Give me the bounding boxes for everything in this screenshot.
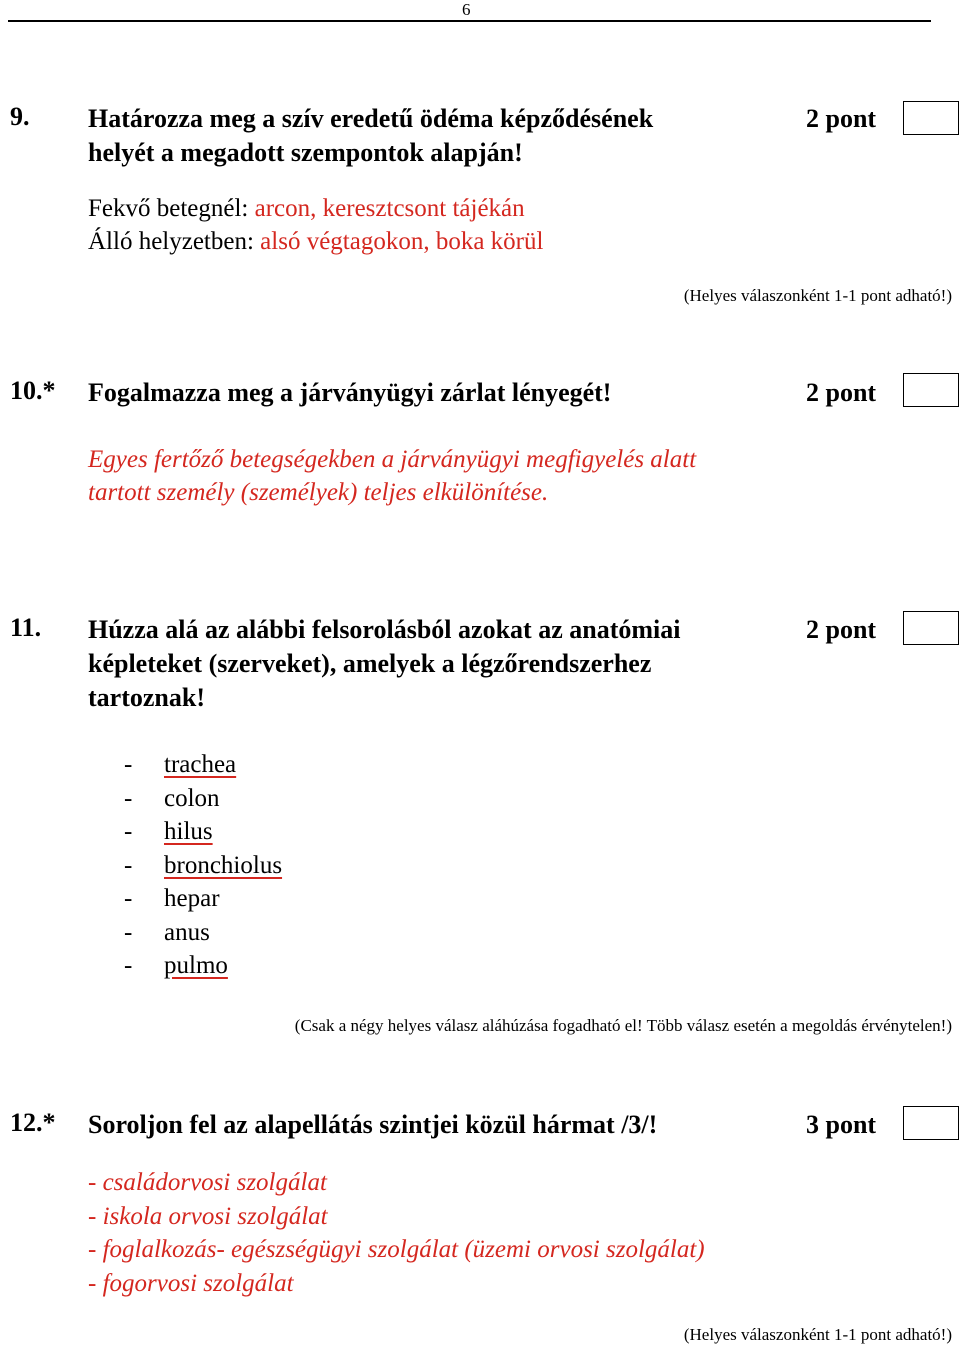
q11-question-line3: tartoznak! (88, 683, 205, 712)
q12-answer: - foglalkozás- egészségügyi szolgálat (üzemi orvosi szolgálat) (88, 1236, 705, 1263)
list-item-text: colon (164, 785, 220, 812)
list-item (124, 916, 210, 949)
list-item-text: anus (164, 919, 210, 946)
list-item-text: pulmo (164, 952, 228, 979)
list-item (124, 849, 282, 882)
q11-number: 11. (10, 613, 42, 642)
list-item (124, 815, 213, 848)
q9-points: 2 pont (806, 104, 877, 133)
q9-number: 9. (10, 102, 30, 131)
list-dash: - (124, 751, 133, 778)
q9-answer-1 (88, 192, 525, 225)
q9-answer-2-label: Álló helyzetben: (88, 228, 261, 255)
q9-answer-2 (88, 225, 543, 258)
q10-answer-line1: Egyes fertőző betegségekben a járványügyi megfigyelés alatt (88, 446, 697, 473)
q9-question-line2: helyét a megadott szempontok alapján! (88, 138, 523, 167)
list-dash: - (124, 919, 133, 946)
q10-question-line1: Fogalmazza meg a járványügyi zárlat lényegét! (88, 378, 612, 407)
q10-number: 10.* (10, 376, 56, 405)
q9-question-line1: Határozza meg a szív eredetű ödéma képződésének (88, 104, 654, 133)
q12-score-box[interactable] (903, 1106, 959, 1140)
q9-scoring-note: (Helyes válaszonként 1-1 pont adható!) (683, 286, 952, 305)
page-number: 6 (462, 0, 471, 19)
list-dash: - (124, 852, 133, 879)
list-dash: - (124, 952, 133, 979)
q12-answer: - családorvosi szolgálat (88, 1169, 327, 1196)
q11-points: 2 pont (806, 615, 877, 644)
q9-answer-1-label: Fekvő betegnél: (88, 195, 255, 222)
q9-answer-1-value: arcon, keresztcsont tájékán (254, 195, 525, 222)
q12-question-line1: Soroljon fel az alapellátás szintjei közül hármat /3/! (88, 1110, 658, 1139)
q9-answer-2-value: alsó végtagokon, boka körül (260, 228, 544, 255)
q10-answer-line2: tartott személy (személyek) teljes elkülönítése. (88, 479, 549, 506)
list-item (124, 782, 220, 815)
list-dash: - (124, 818, 133, 845)
list-item (124, 882, 220, 915)
list-item-text: hilus (164, 818, 213, 845)
list-item-text: trachea (164, 751, 237, 778)
q10-points: 2 pont (806, 378, 877, 407)
list-item-text: hepar (164, 885, 220, 912)
q12-answer: - iskola orvosi szolgálat (88, 1203, 328, 1230)
list-item (124, 748, 236, 781)
q12-number: 12.* (10, 1108, 56, 1137)
q11-question-line2: képleteket (szerveket), amelyek a légzőrendszerhez (88, 649, 652, 678)
list-item-text: bronchiolus (164, 852, 283, 879)
q11-question-line1: Húzza alá az alábbi felsorolásból azokat az anatómiai (88, 615, 681, 644)
list-dash: - (124, 885, 133, 912)
list-item (124, 949, 228, 982)
list-dash: - (124, 785, 133, 812)
q11-scoring-note: (Csak a négy helyes válasz aláhúzása fogadható el! Több válasz esetén a megoldás érvénytelen!) (294, 1016, 952, 1035)
q11-score-box[interactable] (903, 611, 959, 645)
header-rule (8, 20, 931, 22)
q12-points: 3 pont (806, 1110, 877, 1139)
q9-score-box[interactable] (903, 101, 959, 135)
q12-answer: - fogorvosi szolgálat (88, 1270, 294, 1297)
q10-score-box[interactable] (903, 373, 959, 407)
q12-scoring-note: (Helyes válaszonként 1-1 pont adható!) (683, 1325, 952, 1344)
